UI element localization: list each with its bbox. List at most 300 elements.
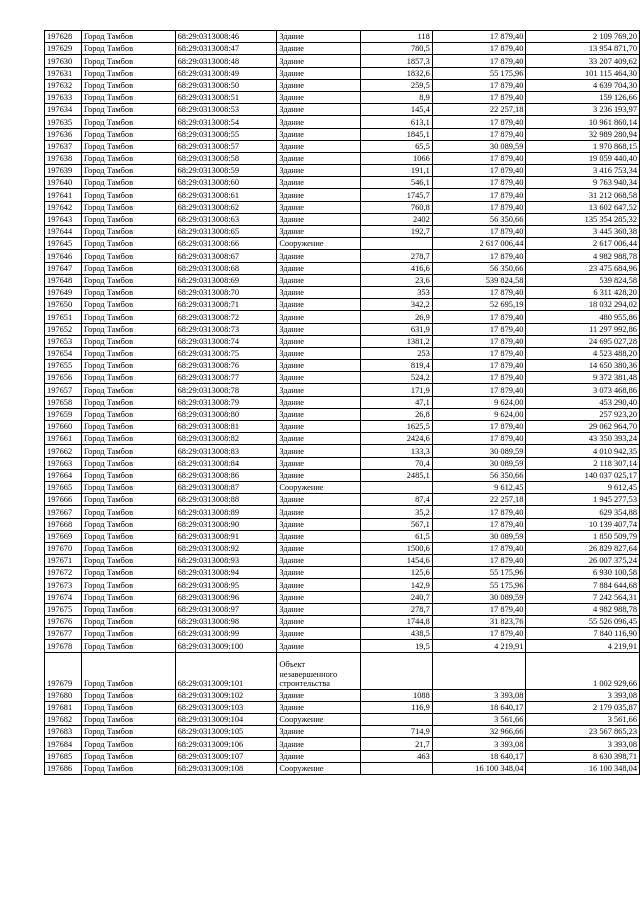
cell-object-type: Сооружение bbox=[277, 713, 361, 725]
cell-row-number: 197655 bbox=[45, 360, 82, 372]
cell-unit-value: 17 879,40 bbox=[432, 286, 526, 298]
cell-object-type: Здание bbox=[277, 201, 361, 213]
cell-object-type: Здание bbox=[277, 640, 361, 652]
cell-area: 87,4 bbox=[361, 494, 433, 506]
cell-row-number: 197653 bbox=[45, 335, 82, 347]
cadastral-value-table bbox=[44, 30, 640, 775]
cell-area: 1500,6 bbox=[361, 542, 433, 554]
cell-row-number: 197642 bbox=[45, 201, 82, 213]
cell-row-number: 197675 bbox=[45, 603, 82, 615]
cell-area bbox=[361, 713, 433, 725]
cell-locality: Город Тамбов bbox=[81, 299, 175, 311]
cell-locality: Город Тамбов bbox=[81, 165, 175, 177]
cell-object-type: Здание bbox=[277, 372, 361, 384]
cell-unit-value: 3 561,66 bbox=[432, 713, 526, 725]
cell-cadastral-value: 9 612,45 bbox=[526, 481, 640, 493]
cell-locality: Город Тамбов bbox=[81, 396, 175, 408]
cell-area: 463 bbox=[361, 750, 433, 762]
cell-row-number: 197686 bbox=[45, 762, 82, 774]
cell-unit-value: 3 393,08 bbox=[432, 689, 526, 701]
cell-row-number: 197669 bbox=[45, 530, 82, 542]
cell-object-type: Здание bbox=[277, 140, 361, 152]
cell-unit-value: 17 879,40 bbox=[432, 177, 526, 189]
cell-object-type: Здание bbox=[277, 213, 361, 225]
cell-object-type: Здание bbox=[277, 31, 361, 43]
cell-cadastral-number: 68:29:0313008:48 bbox=[175, 55, 277, 67]
cell-unit-value: 17 879,40 bbox=[432, 311, 526, 323]
cell-unit-value: 55 175,96 bbox=[432, 67, 526, 79]
table-row bbox=[45, 347, 640, 359]
table-row bbox=[45, 555, 640, 567]
cell-area: 21,7 bbox=[361, 738, 433, 750]
cell-object-type: Здание bbox=[277, 116, 361, 128]
cell-unit-value: 17 879,40 bbox=[432, 518, 526, 530]
cell-object-type: Здание bbox=[277, 421, 361, 433]
cell-cadastral-number: 68:29:0313008:92 bbox=[175, 542, 277, 554]
cell-row-number: 197645 bbox=[45, 238, 82, 250]
cell-cadastral-number: 68:29:0313009:102 bbox=[175, 689, 277, 701]
cell-row-number: 197636 bbox=[45, 128, 82, 140]
cell-cadastral-value: 1 850 509,79 bbox=[526, 530, 640, 542]
cell-locality: Город Тамбов bbox=[81, 262, 175, 274]
cell-cadastral-value: 101 115 464,30 bbox=[526, 67, 640, 79]
table-row bbox=[45, 640, 640, 652]
table-row bbox=[45, 518, 640, 530]
cell-cadastral-value: 4 982 988,78 bbox=[526, 250, 640, 262]
cell-cadastral-number: 68:29:0313008:57 bbox=[175, 140, 277, 152]
cell-locality: Город Тамбов bbox=[81, 140, 175, 152]
cell-row-number: 197659 bbox=[45, 408, 82, 420]
cell-area: 546,1 bbox=[361, 177, 433, 189]
table-row bbox=[45, 591, 640, 603]
cell-cadastral-number: 68:29:0313008:98 bbox=[175, 616, 277, 628]
cell-cadastral-number: 68:29:0313008:55 bbox=[175, 128, 277, 140]
cell-cadastral-number: 68:29:0313008:69 bbox=[175, 274, 277, 286]
cell-area: 118 bbox=[361, 31, 433, 43]
cell-unit-value: 56 350,66 bbox=[432, 469, 526, 481]
cell-unit-value: 30 089,59 bbox=[432, 140, 526, 152]
cell-area: 1454,6 bbox=[361, 555, 433, 567]
cell-area: 1625,5 bbox=[361, 421, 433, 433]
cell-cadastral-value: 1 970 868,15 bbox=[526, 140, 640, 152]
cell-area bbox=[361, 238, 433, 250]
cell-unit-value: 17 879,40 bbox=[432, 128, 526, 140]
cell-area: 61,5 bbox=[361, 530, 433, 542]
cell-object-type: Здание bbox=[277, 701, 361, 713]
cell-cadastral-number: 68:29:0313008:83 bbox=[175, 445, 277, 457]
table-row bbox=[45, 616, 640, 628]
cell-row-number: 197649 bbox=[45, 286, 82, 298]
table-row bbox=[45, 689, 640, 701]
cell-cadastral-number: 68:29:0313008:86 bbox=[175, 469, 277, 481]
cell-object-type: Здание bbox=[277, 494, 361, 506]
table-row bbox=[45, 323, 640, 335]
cell-area bbox=[361, 762, 433, 774]
cell-cadastral-value: 257 923,20 bbox=[526, 408, 640, 420]
cell-object-type: Здание bbox=[277, 689, 361, 701]
cell-cadastral-value: 539 824,58 bbox=[526, 274, 640, 286]
cell-cadastral-value: 3 393,08 bbox=[526, 738, 640, 750]
table-row bbox=[45, 372, 640, 384]
cell-cadastral-value: 16 100 348,04 bbox=[526, 762, 640, 774]
cell-row-number: 197628 bbox=[45, 31, 82, 43]
cell-area: 47,1 bbox=[361, 396, 433, 408]
cell-area: 192,7 bbox=[361, 226, 433, 238]
table-row bbox=[45, 213, 640, 225]
cell-locality: Город Тамбов bbox=[81, 738, 175, 750]
cell-unit-value: 2 617 006,44 bbox=[432, 238, 526, 250]
cell-cadastral-value: 159 126,66 bbox=[526, 91, 640, 103]
table-row bbox=[45, 189, 640, 201]
cell-cadastral-number: 68:29:0313009:107 bbox=[175, 750, 277, 762]
cell-locality: Город Тамбов bbox=[81, 445, 175, 457]
cell-cadastral-number: 68:29:0313008:87 bbox=[175, 481, 277, 493]
cell-unit-value: 17 879,40 bbox=[432, 628, 526, 640]
cell-object-type: Здание bbox=[277, 591, 361, 603]
cell-locality: Город Тамбов bbox=[81, 116, 175, 128]
cell-cadastral-number: 68:29:0313009:106 bbox=[175, 738, 277, 750]
cell-cadastral-value: 13 602 647,52 bbox=[526, 201, 640, 213]
cell-object-type: Здание bbox=[277, 177, 361, 189]
table-row bbox=[45, 299, 640, 311]
cell-cadastral-value: 55 526 096,45 bbox=[526, 616, 640, 628]
table-row bbox=[45, 335, 640, 347]
cell-area: 819,4 bbox=[361, 360, 433, 372]
cell-cadastral-value: 629 354,88 bbox=[526, 506, 640, 518]
cell-object-type: Здание bbox=[277, 189, 361, 201]
cell-cadastral-number: 68:29:0313008:72 bbox=[175, 311, 277, 323]
cell-area: 353 bbox=[361, 286, 433, 298]
table-row bbox=[45, 567, 640, 579]
cell-area bbox=[361, 481, 433, 493]
cell-cadastral-value: 7 840 116,90 bbox=[526, 628, 640, 640]
table-row bbox=[45, 165, 640, 177]
cell-row-number: 197648 bbox=[45, 274, 82, 286]
cell-unit-value: 17 879,40 bbox=[432, 347, 526, 359]
cell-cadastral-number: 68:29:0313008:99 bbox=[175, 628, 277, 640]
cell-object-type: Здание bbox=[277, 226, 361, 238]
cell-cadastral-value: 140 037 025,17 bbox=[526, 469, 640, 481]
cell-locality: Город Тамбов bbox=[81, 469, 175, 481]
cell-area: 1832,6 bbox=[361, 67, 433, 79]
cell-unit-value: 9 624,00 bbox=[432, 408, 526, 420]
cell-locality: Город Тамбов bbox=[81, 31, 175, 43]
cell-row-number: 197641 bbox=[45, 189, 82, 201]
cell-locality: Город Тамбов bbox=[81, 762, 175, 774]
table-row bbox=[45, 152, 640, 164]
cell-object-type: Здание bbox=[277, 274, 361, 286]
cell-unit-value: 22 257,18 bbox=[432, 104, 526, 116]
cell-locality: Город Тамбов bbox=[81, 335, 175, 347]
cell-unit-value: 17 879,40 bbox=[432, 335, 526, 347]
cell-row-number: 197678 bbox=[45, 640, 82, 652]
cell-cadastral-number: 68:29:0313008:74 bbox=[175, 335, 277, 347]
cell-row-number: 197665 bbox=[45, 481, 82, 493]
cell-cadastral-number: 68:29:0313008:46 bbox=[175, 31, 277, 43]
cell-area: 760,8 bbox=[361, 201, 433, 213]
cell-cadastral-number: 68:29:0313008:58 bbox=[175, 152, 277, 164]
cell-cadastral-value: 3 393,08 bbox=[526, 689, 640, 701]
cell-area: 116,9 bbox=[361, 701, 433, 713]
cell-cadastral-value: 453 290,40 bbox=[526, 396, 640, 408]
cell-unit-value: 18 640,17 bbox=[432, 701, 526, 713]
cell-object-type: Здание bbox=[277, 726, 361, 738]
table-row bbox=[45, 286, 640, 298]
cell-row-number: 197657 bbox=[45, 384, 82, 396]
cell-locality: Город Тамбов bbox=[81, 481, 175, 493]
cell-cadastral-number: 68:29:0313008:84 bbox=[175, 457, 277, 469]
cell-unit-value: 56 350,66 bbox=[432, 213, 526, 225]
cell-object-type: Сооружение bbox=[277, 481, 361, 493]
cell-cadastral-value: 26 829 827,64 bbox=[526, 542, 640, 554]
cell-row-number: 197646 bbox=[45, 250, 82, 262]
cell-cadastral-number: 68:29:0313008:97 bbox=[175, 603, 277, 615]
cell-locality: Город Тамбов bbox=[81, 555, 175, 567]
cell-unit-value: 17 879,40 bbox=[432, 226, 526, 238]
table-row bbox=[45, 262, 640, 274]
cell-object-type: Сооружение bbox=[277, 762, 361, 774]
cell-row-number: 197661 bbox=[45, 433, 82, 445]
cell-area: 1744,8 bbox=[361, 616, 433, 628]
cell-cadastral-number: 68:29:0313009:108 bbox=[175, 762, 277, 774]
table-row bbox=[45, 762, 640, 774]
cell-cadastral-number: 68:29:0313008:68 bbox=[175, 262, 277, 274]
cell-cadastral-value: 4 219,91 bbox=[526, 640, 640, 652]
cell-object-type: Здание bbox=[277, 396, 361, 408]
cell-locality: Город Тамбов bbox=[81, 457, 175, 469]
table-row bbox=[45, 494, 640, 506]
cell-row-number: 197666 bbox=[45, 494, 82, 506]
cell-object-type: Здание bbox=[277, 311, 361, 323]
cell-object-type: Здание bbox=[277, 43, 361, 55]
cell-cadastral-value: 4 010 942,35 bbox=[526, 445, 640, 457]
cell-row-number: 197671 bbox=[45, 555, 82, 567]
cell-locality: Город Тамбов bbox=[81, 250, 175, 262]
cell-object-type: Здание bbox=[277, 469, 361, 481]
cell-cadastral-number: 68:29:0313008:90 bbox=[175, 518, 277, 530]
cell-area: 240,7 bbox=[361, 591, 433, 603]
cell-row-number: 197667 bbox=[45, 506, 82, 518]
cell-unit-value: 56 350,66 bbox=[432, 262, 526, 274]
cell-row-number: 197674 bbox=[45, 591, 82, 603]
cell-row-number: 197633 bbox=[45, 91, 82, 103]
cell-object-type: Здание bbox=[277, 628, 361, 640]
cell-object-type: Здание bbox=[277, 738, 361, 750]
cell-locality: Город Тамбов bbox=[81, 43, 175, 55]
table-row bbox=[45, 701, 640, 713]
cell-cadastral-value: 2 109 769,20 bbox=[526, 31, 640, 43]
cell-object-type: Здание bbox=[277, 457, 361, 469]
cell-object-type: Здание bbox=[277, 347, 361, 359]
cell-row-number: 197656 bbox=[45, 372, 82, 384]
table-row bbox=[45, 713, 640, 725]
cell-unit-value: 17 879,40 bbox=[432, 189, 526, 201]
cell-row-number: 197664 bbox=[45, 469, 82, 481]
cell-row-number: 197651 bbox=[45, 311, 82, 323]
cell-row-number: 197654 bbox=[45, 347, 82, 359]
cell-unit-value: 30 089,59 bbox=[432, 591, 526, 603]
cell-cadastral-value: 19 059 440,40 bbox=[526, 152, 640, 164]
cell-unit-value: 17 879,40 bbox=[432, 250, 526, 262]
cell-area: 567,1 bbox=[361, 518, 433, 530]
cell-unit-value: 17 879,40 bbox=[432, 201, 526, 213]
cell-locality: Город Тамбов bbox=[81, 579, 175, 591]
cell-cadastral-number: 68:29:0313008:61 bbox=[175, 189, 277, 201]
cell-row-number: 197634 bbox=[45, 104, 82, 116]
cell-cadastral-value: 23 475 684,96 bbox=[526, 262, 640, 274]
cell-locality: Город Тамбов bbox=[81, 226, 175, 238]
cell-unit-value: 17 879,40 bbox=[432, 165, 526, 177]
cell-object-type: Здание bbox=[277, 104, 361, 116]
cell-area: 133,3 bbox=[361, 445, 433, 457]
cell-area: 125,6 bbox=[361, 567, 433, 579]
cell-unit-value: 17 879,40 bbox=[432, 79, 526, 91]
cell-unit-value: 31 823,76 bbox=[432, 616, 526, 628]
cell-cadastral-value: 11 297 992,86 bbox=[526, 323, 640, 335]
cell-locality: Город Тамбов bbox=[81, 189, 175, 201]
cell-row-number: 197639 bbox=[45, 165, 82, 177]
cell-cadastral-value: 24 695 027,28 bbox=[526, 335, 640, 347]
cell-cadastral-value: 10 961 860,14 bbox=[526, 116, 640, 128]
cell-cadastral-value: 26 007 375,24 bbox=[526, 555, 640, 567]
table-row bbox=[45, 201, 640, 213]
cell-locality: Город Тамбов bbox=[81, 213, 175, 225]
cell-locality: Город Тамбов bbox=[81, 384, 175, 396]
cell-area: 2424,6 bbox=[361, 433, 433, 445]
cell-locality: Город Тамбов bbox=[81, 104, 175, 116]
cell-object-type: Здание bbox=[277, 518, 361, 530]
cell-cadastral-value: 32 989 280,94 bbox=[526, 128, 640, 140]
table-row bbox=[45, 542, 640, 554]
cell-cadastral-value: 8 630 398,71 bbox=[526, 750, 640, 762]
cell-locality: Город Тамбов bbox=[81, 726, 175, 738]
cell-object-type: Здание bbox=[277, 408, 361, 420]
cell-locality: Город Тамбов bbox=[81, 713, 175, 725]
cell-cadastral-number: 68:29:0313008:71 bbox=[175, 299, 277, 311]
table-row bbox=[45, 469, 640, 481]
cell-cadastral-number: 68:29:0313008:88 bbox=[175, 494, 277, 506]
cell-unit-value: 17 879,40 bbox=[432, 506, 526, 518]
cell-locality: Город Тамбов bbox=[81, 494, 175, 506]
cell-cadastral-number: 68:29:0313009:101 bbox=[175, 652, 277, 689]
cell-locality: Город Тамбов bbox=[81, 518, 175, 530]
cell-cadastral-value: 9 763 940,34 bbox=[526, 177, 640, 189]
cell-cadastral-value: 43 350 393,24 bbox=[526, 433, 640, 445]
cell-cadastral-number: 68:29:0313008:65 bbox=[175, 226, 277, 238]
cell-cadastral-value: 480 955,86 bbox=[526, 311, 640, 323]
cell-object-type: Здание bbox=[277, 555, 361, 567]
cell-cadastral-value: 2 118 307,14 bbox=[526, 457, 640, 469]
cell-row-number: 197684 bbox=[45, 738, 82, 750]
table-row bbox=[45, 104, 640, 116]
cell-row-number: 197630 bbox=[45, 55, 82, 67]
table-row bbox=[45, 628, 640, 640]
cell-unit-value: 17 879,40 bbox=[432, 542, 526, 554]
cell-cadastral-number: 68:29:0313008:94 bbox=[175, 567, 277, 579]
cell-cadastral-number: 68:29:0313008:63 bbox=[175, 213, 277, 225]
cell-object-type: Здание bbox=[277, 445, 361, 457]
cell-unit-value: 9 612,45 bbox=[432, 481, 526, 493]
cell-locality: Город Тамбов bbox=[81, 152, 175, 164]
cell-object-type: Здание bbox=[277, 91, 361, 103]
cell-object-type: Здание bbox=[277, 433, 361, 445]
cell-locality: Город Тамбов bbox=[81, 79, 175, 91]
cell-area: 253 bbox=[361, 347, 433, 359]
cell-unit-value: 17 879,40 bbox=[432, 603, 526, 615]
cell-locality: Город Тамбов bbox=[81, 347, 175, 359]
cell-unit-value: 30 089,59 bbox=[432, 530, 526, 542]
table-row bbox=[45, 128, 640, 140]
cell-cadastral-number: 68:29:0313008:89 bbox=[175, 506, 277, 518]
cell-area: 26,8 bbox=[361, 408, 433, 420]
cell-area: 23,6 bbox=[361, 274, 433, 286]
cell-cadastral-number: 68:29:0313008:95 bbox=[175, 579, 277, 591]
cell-row-number: 197673 bbox=[45, 579, 82, 591]
cell-unit-value: 55 175,96 bbox=[432, 579, 526, 591]
cell-cadastral-value: 3 073 468,86 bbox=[526, 384, 640, 396]
cell-row-number: 197677 bbox=[45, 628, 82, 640]
table-row bbox=[45, 311, 640, 323]
cell-locality: Город Тамбов bbox=[81, 750, 175, 762]
cell-unit-value: 55 175,96 bbox=[432, 567, 526, 579]
cell-cadastral-value: 3 236 193,97 bbox=[526, 104, 640, 116]
cell-row-number: 197632 bbox=[45, 79, 82, 91]
cell-cadastral-value: 3 416 753,34 bbox=[526, 165, 640, 177]
cell-area: 2402 bbox=[361, 213, 433, 225]
cell-cadastral-value: 135 354 285,32 bbox=[526, 213, 640, 225]
table-row bbox=[45, 506, 640, 518]
cell-locality: Город Тамбов bbox=[81, 689, 175, 701]
cell-unit-value: 17 879,40 bbox=[432, 360, 526, 372]
cell-cadastral-number: 68:29:0313008:47 bbox=[175, 43, 277, 55]
cell-locality: Город Тамбов bbox=[81, 408, 175, 420]
cell-unit-value: 18 640,17 bbox=[432, 750, 526, 762]
cell-unit-value: 4 219,91 bbox=[432, 640, 526, 652]
table-row bbox=[45, 31, 640, 43]
cell-cadastral-number: 68:29:0313008:77 bbox=[175, 372, 277, 384]
cell-object-type: Здание bbox=[277, 79, 361, 91]
cell-area: 342,2 bbox=[361, 299, 433, 311]
cell-locality: Город Тамбов bbox=[81, 201, 175, 213]
table-row bbox=[45, 67, 640, 79]
cell-cadastral-number: 68:29:0313008:79 bbox=[175, 396, 277, 408]
cell-locality: Город Тамбов bbox=[81, 128, 175, 140]
cell-unit-value: 17 879,40 bbox=[432, 43, 526, 55]
cell-area: 1381,2 bbox=[361, 335, 433, 347]
cell-cadastral-value: 29 062 964,70 bbox=[526, 421, 640, 433]
cell-area: 70,4 bbox=[361, 457, 433, 469]
cell-unit-value: 17 879,40 bbox=[432, 55, 526, 67]
cell-locality: Город Тамбов bbox=[81, 177, 175, 189]
cell-object-type: Здание bbox=[277, 286, 361, 298]
cell-cadastral-number: 68:29:0313008:67 bbox=[175, 250, 277, 262]
cell-row-number: 197660 bbox=[45, 421, 82, 433]
cell-object-type: Здание bbox=[277, 542, 361, 554]
cell-cadastral-number: 68:29:0313008:70 bbox=[175, 286, 277, 298]
cell-area: 1857,3 bbox=[361, 55, 433, 67]
cell-unit-value: 17 879,40 bbox=[432, 31, 526, 43]
cell-cadastral-number: 68:29:0313008:49 bbox=[175, 67, 277, 79]
cell-area: 1088 bbox=[361, 689, 433, 701]
cell-cadastral-value: 14 650 380,36 bbox=[526, 360, 640, 372]
cell-object-type: Здание bbox=[277, 567, 361, 579]
cell-cadastral-number: 68:29:0313008:91 bbox=[175, 530, 277, 542]
cell-row-number: 197685 bbox=[45, 750, 82, 762]
cell-unit-value: 30 089,59 bbox=[432, 457, 526, 469]
cell-locality: Город Тамбов bbox=[81, 323, 175, 335]
cell-object-type: Здание bbox=[277, 603, 361, 615]
cell-cadastral-number: 68:29:0313008:96 bbox=[175, 591, 277, 603]
